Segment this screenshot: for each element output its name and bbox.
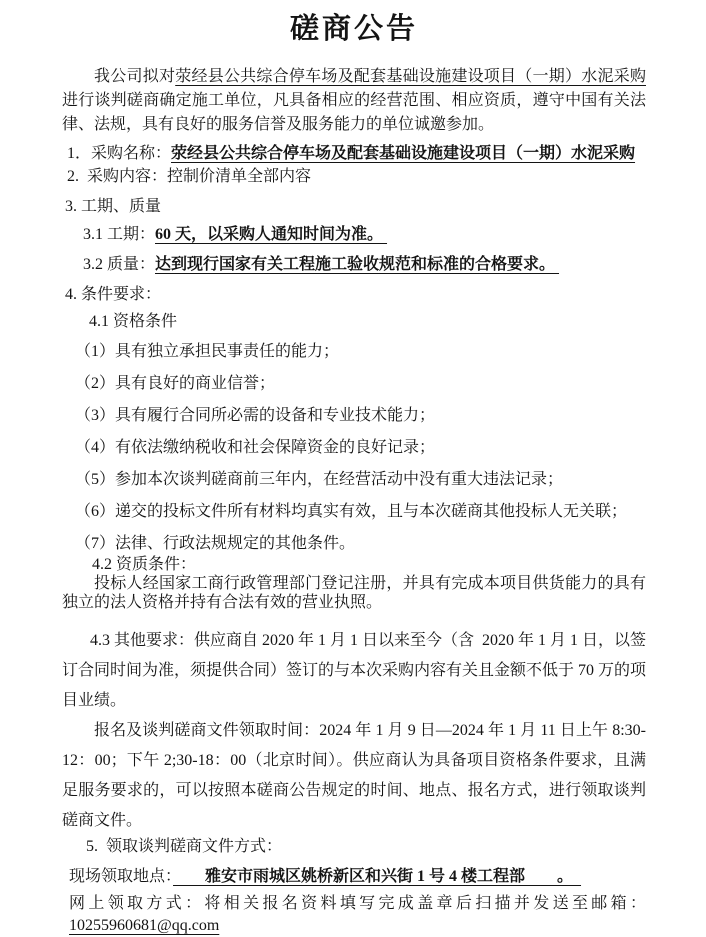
text-segment: 荥经县公共综合停车场及配套基础设施建设项目（一期）水泥采购 bbox=[175, 68, 646, 85]
text-segment: （7）法律、行政法规规定的其他条件。 bbox=[75, 535, 356, 552]
item-4-1-qualification bbox=[89, 311, 646, 333]
text-segment: （4）有依法缴纳税收和社会保障资金的良好记录； bbox=[75, 439, 436, 456]
text-segment: 4.2 资质条件： bbox=[92, 556, 197, 573]
text-segment: 60 天，以采购人通知时间为准。 bbox=[155, 226, 388, 243]
text-segment: 3.1 工期： bbox=[83, 226, 156, 243]
item-4-2-credentials bbox=[92, 555, 646, 574]
text-segment: 荥经县公共综合停车场及配套基础设施建设项目（一期）水泥采购 bbox=[171, 145, 636, 162]
text-segment: 网上领取方式：将相关报名资料填写完成盖章后扫描并发送至邮箱： bbox=[69, 895, 646, 912]
item-2-purchase-content bbox=[67, 166, 646, 188]
text-segment: 3. 工期、质量 bbox=[65, 198, 162, 215]
onsite-collection-location bbox=[69, 866, 646, 888]
text-segment: 我公司拟对 bbox=[94, 68, 176, 85]
item-3-1-duration bbox=[83, 224, 646, 246]
text-segment: （5）参加本次谈判磋商前三年内，在经营活动中没有重大违法记录； bbox=[75, 471, 564, 488]
text-segment: 1．采购名称： bbox=[67, 145, 172, 162]
email-address: 10255960681@qq.com bbox=[69, 917, 220, 934]
onsite-address: 雅安市雨城区姚桥新区和兴街 1 号 4 楼工程部 。 bbox=[173, 868, 582, 885]
document-body bbox=[62, 65, 646, 937]
text-segment: 4.3 其他要求：供应商自 2020 年 1 月 1 日以来至今（含 2020 年 1 月 1 日，以签订合同时间为准，须提供合同）签订的与本次采购内容有关且金额不低于 70 万的项目业绩。 bbox=[62, 632, 647, 709]
item-5-document-collection bbox=[86, 836, 646, 858]
qualification-5 bbox=[75, 469, 646, 491]
text-segment: 2. 采购内容：控制价清单全部内容 bbox=[67, 168, 312, 185]
text-segment: 投标人经国家工商行政管理部门登记注册，并具有完成本项目供货能力的具有独立的法人资格并持有合法有效的营业执照。 bbox=[62, 575, 646, 611]
credentials-paragraph bbox=[62, 574, 646, 612]
text-segment: （1）具有独立承担民事责任的能力； bbox=[75, 343, 340, 360]
text-segment: （2）具有良好的商业信誉； bbox=[75, 375, 276, 392]
text-segment: 4.1 资格条件 bbox=[89, 313, 178, 330]
text-segment: 4. 条件要求： bbox=[65, 286, 162, 303]
qualification-3 bbox=[75, 405, 646, 427]
intro-paragraph bbox=[62, 65, 646, 137]
text-segment: 5. 领取谈判磋商文件方式： bbox=[86, 838, 283, 855]
qualification-6 bbox=[75, 501, 646, 523]
item-3-2-quality bbox=[83, 254, 646, 276]
registration-time-paragraph bbox=[62, 716, 646, 836]
item-4-requirements bbox=[65, 284, 646, 306]
item-4-3-other-requirements bbox=[62, 626, 646, 716]
text-segment: 达到现行国家有关工程施工验收规范和标准的合格要求。 bbox=[155, 256, 560, 273]
item-1-purchase-name bbox=[67, 143, 646, 165]
qualification-4 bbox=[75, 437, 646, 459]
online-collection-method bbox=[69, 893, 646, 937]
qualification-1 bbox=[75, 341, 646, 363]
qualification-2 bbox=[75, 373, 646, 395]
text-segment: （6）递交的投标文件所有材料均真实有效，且与本次磋商其他投标人无关联； bbox=[75, 503, 628, 520]
text-segment: （3）具有履行合同所必需的设备和专业技术能力； bbox=[75, 407, 436, 424]
text-segment: 现场领取地点： bbox=[69, 868, 174, 885]
item-3-duration-quality bbox=[65, 196, 646, 218]
text-segment: 进行谈判磋商确定施工单位，凡具备相应的经营范围、相应资质，遵守中国有关法律、法规，具有良好的服务信誉及服务能力的单位诚邀参加。 bbox=[62, 92, 646, 133]
text-segment: 报名及谈判磋商文件领取时间：2024 年 1 月 9 日—2024 年 1 月 11 日上午 8:30-12：00；下午 2;30-18：00（北京时间）。供应商认为具备项目资格条件要求，且满足服务要求的，可以按照本磋商公告规定的时间、地点、报名方式，进行领取谈判磋商文件。 bbox=[62, 722, 646, 829]
qualification-7 bbox=[75, 533, 646, 555]
text-segment: 3.2 质量： bbox=[83, 256, 156, 273]
document-title: 磋商公告 bbox=[289, 13, 418, 45]
